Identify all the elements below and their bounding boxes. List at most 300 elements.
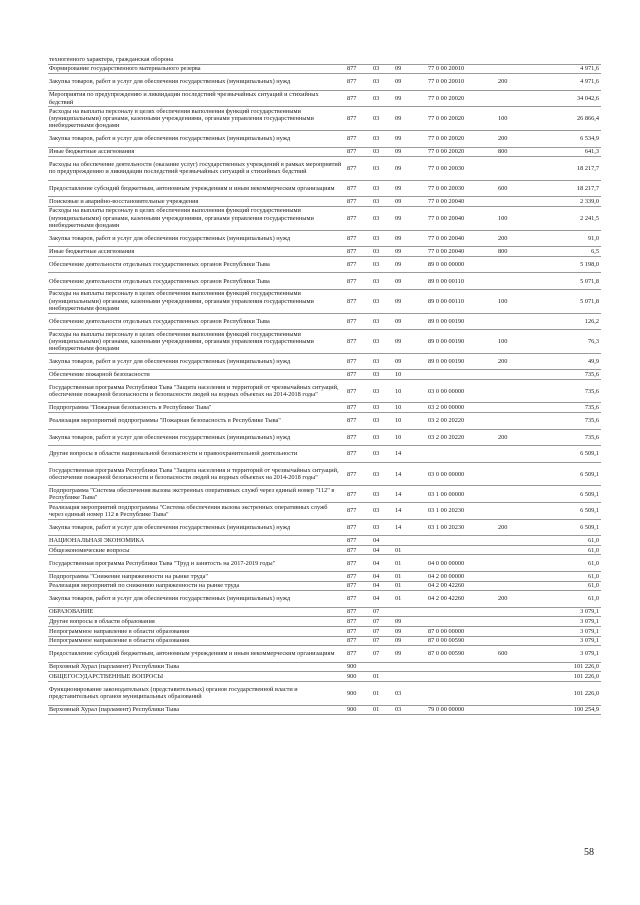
page-number: 58 bbox=[584, 847, 594, 858]
row-ved-cell: 877 bbox=[346, 74, 372, 91]
table-row bbox=[48, 197, 601, 207]
table-row bbox=[48, 90, 601, 107]
row-target-article-cell: 89 0 00 00190 bbox=[427, 313, 497, 330]
row-sum-cell: 49,9 bbox=[537, 353, 601, 370]
row-subsection-cell: 14 bbox=[394, 486, 427, 503]
row-section-cell: 04 bbox=[372, 536, 394, 546]
row-sum-cell: 3 079,1 bbox=[537, 617, 601, 627]
row-name-cell: Иные бюджетные ассигнования bbox=[48, 147, 346, 157]
row-ved-cell: 877 bbox=[346, 353, 372, 370]
table-row bbox=[48, 486, 601, 503]
row-sum-cell: 61,0 bbox=[537, 555, 601, 572]
row-target-article-cell bbox=[427, 672, 497, 682]
row-expense-type-cell: 200 bbox=[497, 130, 537, 147]
row-sum-cell: 4 971,6 bbox=[537, 64, 601, 74]
row-target-article-cell bbox=[427, 55, 497, 64]
row-name-cell: Обеспечение деятельности отдельных государственных органов Республики Тыва bbox=[48, 313, 346, 330]
row-sum-cell: 6 509,1 bbox=[537, 462, 601, 486]
row-name-cell: Верховный Хурал (парламент) Республики Тыва bbox=[48, 705, 346, 715]
table-row bbox=[48, 591, 601, 608]
row-sum-cell: 3 079,1 bbox=[537, 626, 601, 636]
row-subsection-cell: 09 bbox=[394, 330, 427, 354]
table-row bbox=[48, 107, 601, 131]
row-ved-cell: 877 bbox=[346, 64, 372, 74]
row-name-cell: Обеспечение пожарной безопасности bbox=[48, 370, 346, 380]
row-expense-type-cell bbox=[497, 662, 537, 672]
row-subsection-cell: 01 bbox=[394, 572, 427, 582]
table-row bbox=[48, 672, 601, 682]
table-row bbox=[48, 180, 601, 197]
table-row bbox=[48, 462, 601, 486]
row-name-cell: Предоставление субсидий бюджетным, автономным учреждениям и иным некоммерческим организациям bbox=[48, 180, 346, 197]
row-ved-cell: 877 bbox=[346, 379, 372, 403]
row-subsection-cell bbox=[394, 55, 427, 64]
row-ved-cell: 877 bbox=[346, 581, 372, 591]
row-target-article-cell: 77 0 00 20020 bbox=[427, 147, 497, 157]
table-row bbox=[48, 370, 601, 380]
row-section-cell: 03 bbox=[372, 256, 394, 273]
row-name-cell: Непрограммное направление в области образования bbox=[48, 636, 346, 646]
row-name-cell: Закупка товаров, работ и услуг для обеспечения государственных (муниципальных) нужд bbox=[48, 429, 346, 446]
budget-table bbox=[48, 55, 601, 715]
row-ved-cell: 877 bbox=[346, 646, 372, 663]
row-section-cell: 03 bbox=[372, 413, 394, 430]
row-section-cell: 03 bbox=[372, 107, 394, 131]
row-target-article-cell bbox=[427, 617, 497, 627]
row-subsection-cell: 09 bbox=[394, 90, 427, 107]
row-expense-type-cell bbox=[497, 572, 537, 582]
row-expense-type-cell bbox=[497, 636, 537, 646]
table-row bbox=[48, 545, 601, 555]
row-expense-type-cell: 200 bbox=[497, 429, 537, 446]
row-ved-cell: 877 bbox=[346, 247, 372, 257]
row-name-cell: Подпрограмма "Пожарная безопасность в Республике Тыва" bbox=[48, 403, 346, 413]
row-target-article-cell: 03 0 00 00000 bbox=[427, 462, 497, 486]
row-target-article-cell: 04 2 00 42260 bbox=[427, 581, 497, 591]
row-name-cell: Поисковые и аварийно-восстановительные учреждения bbox=[48, 197, 346, 207]
row-name-cell: Другие вопросы в области образования bbox=[48, 617, 346, 627]
row-target-article-cell: 89 0 00 00190 bbox=[427, 330, 497, 354]
row-expense-type-cell bbox=[497, 555, 537, 572]
row-ved-cell: 877 bbox=[346, 197, 372, 207]
row-section-cell: 07 bbox=[372, 617, 394, 627]
row-section-cell: 04 bbox=[372, 572, 394, 582]
row-target-article-cell bbox=[427, 370, 497, 380]
row-expense-type-cell bbox=[497, 462, 537, 486]
row-section-cell: 04 bbox=[372, 591, 394, 608]
row-subsection-cell: 01 bbox=[394, 545, 427, 555]
row-subsection-cell: 09 bbox=[394, 626, 427, 636]
row-section-cell: 01 bbox=[372, 705, 394, 715]
row-target-article-cell bbox=[427, 681, 497, 705]
table-row bbox=[48, 273, 601, 290]
table-row bbox=[48, 681, 601, 705]
row-section-cell: 01 bbox=[372, 681, 394, 705]
row-section-cell: 03 bbox=[372, 313, 394, 330]
table-row bbox=[48, 413, 601, 430]
row-subsection-cell: 09 bbox=[394, 147, 427, 157]
row-ved-cell: 900 bbox=[346, 705, 372, 715]
row-sum-cell: 6 509,1 bbox=[537, 503, 601, 520]
row-expense-type-cell bbox=[497, 545, 537, 555]
row-ved-cell: 877 bbox=[346, 147, 372, 157]
row-ved-cell: 900 bbox=[346, 672, 372, 682]
row-ved-cell: 877 bbox=[346, 157, 372, 181]
row-sum-cell: 5 198,0 bbox=[537, 256, 601, 273]
row-sum-cell: 61,0 bbox=[537, 591, 601, 608]
row-name-cell: Расходы на выплаты персоналу в целях обеспечения выполнения функций государственными (муниципальными) органами, казенными учреждениями, органами управления государственными внебюджетными фондами bbox=[48, 330, 346, 354]
row-expense-type-cell: 200 bbox=[497, 230, 537, 247]
row-subsection-cell: 09 bbox=[394, 157, 427, 181]
row-section-cell: 03 bbox=[372, 330, 394, 354]
row-section-cell: 07 bbox=[372, 646, 394, 663]
row-section-cell: 03 bbox=[372, 519, 394, 536]
row-target-article-cell: 77 0 00 20040 bbox=[427, 247, 497, 257]
row-expense-type-cell bbox=[497, 486, 537, 503]
table-row bbox=[48, 607, 601, 617]
row-subsection-cell: 09 bbox=[394, 256, 427, 273]
row-ved-cell: 877 bbox=[346, 636, 372, 646]
row-ved-cell: 877 bbox=[346, 626, 372, 636]
row-subsection-cell bbox=[394, 536, 427, 546]
row-subsection-cell bbox=[394, 607, 427, 617]
row-name-cell: Расходы на выплаты персоналу в целях обеспечения выполнения функций государственными (муниципальными) органами, казенными учреждениями, органами управления государственными внебюджетными фондами bbox=[48, 289, 346, 313]
row-expense-type-cell bbox=[497, 370, 537, 380]
row-sum-cell: 3 079,1 bbox=[537, 646, 601, 663]
row-name-cell: НАЦИОНАЛЬНАЯ ЭКОНОМИКА bbox=[48, 536, 346, 546]
row-section-cell: 03 bbox=[372, 273, 394, 290]
row-expense-type-cell bbox=[497, 256, 537, 273]
table-row bbox=[48, 130, 601, 147]
table-row bbox=[48, 74, 601, 91]
row-subsection-cell bbox=[394, 662, 427, 672]
row-name-cell: Обеспечение деятельности отдельных государственных органов Республики Тыва bbox=[48, 273, 346, 290]
row-section-cell: 03 bbox=[372, 197, 394, 207]
row-sum-cell: 735,6 bbox=[537, 403, 601, 413]
row-subsection-cell: 09 bbox=[394, 247, 427, 257]
row-section-cell: 03 bbox=[372, 446, 394, 463]
row-target-article-cell: 87 0 00 00590 bbox=[427, 636, 497, 646]
row-expense-type-cell: 100 bbox=[497, 107, 537, 131]
row-section-cell: 03 bbox=[372, 130, 394, 147]
row-subsection-cell: 09 bbox=[394, 646, 427, 663]
table-row bbox=[48, 519, 601, 536]
row-subsection-cell bbox=[394, 672, 427, 682]
row-section-cell: 04 bbox=[372, 555, 394, 572]
row-expense-type-cell bbox=[497, 581, 537, 591]
row-ved-cell: 877 bbox=[346, 617, 372, 627]
row-target-article-cell: 89 0 00 00000 bbox=[427, 256, 497, 273]
row-target-article-cell: 03 1 00 20230 bbox=[427, 519, 497, 536]
row-expense-type-cell bbox=[497, 536, 537, 546]
row-section-cell: 03 bbox=[372, 503, 394, 520]
row-target-article-cell: 77 0 00 20020 bbox=[427, 90, 497, 107]
row-name-cell: Закупка товаров, работ и услуг для обеспечения государственных (муниципальных) нужд bbox=[48, 591, 346, 608]
row-subsection-cell: 03 bbox=[394, 681, 427, 705]
row-subsection-cell: 09 bbox=[394, 74, 427, 91]
row-name-cell: Закупка товаров, работ и услуг для обеспечения государственных (муниципальных) нужд bbox=[48, 230, 346, 247]
row-target-article-cell: 03 0 00 00000 bbox=[427, 379, 497, 403]
row-target-article-cell: 79 0 00 00000 bbox=[427, 705, 497, 715]
row-name-cell: Расходы на выплаты персоналу в целях обеспечения выполнения функций государственными (муниципальными) органами, казенными учреждениями, органами управления государственными внебюджетными фондами bbox=[48, 107, 346, 131]
table-row bbox=[48, 55, 601, 64]
row-ved-cell: 877 bbox=[346, 256, 372, 273]
row-target-article-cell: 04 2 00 00000 bbox=[427, 572, 497, 582]
table-row bbox=[48, 705, 601, 715]
table-row bbox=[48, 555, 601, 572]
row-sum-cell: 3 079,1 bbox=[537, 636, 601, 646]
row-ved-cell bbox=[346, 55, 372, 64]
row-ved-cell: 877 bbox=[346, 545, 372, 555]
row-expense-type-cell bbox=[497, 64, 537, 74]
table-row bbox=[48, 289, 601, 313]
row-subsection-cell: 09 bbox=[394, 197, 427, 207]
row-expense-type-cell bbox=[497, 607, 537, 617]
row-section-cell: 07 bbox=[372, 636, 394, 646]
row-name-cell: Государственная программа Республики Тыва "Труд и занятость на 2017-2019 годы" bbox=[48, 555, 346, 572]
row-name-cell: Государственная программа Республики Тыва "Защита населения и территорий от чрезвычайных ситуаций, обеспечение пожарной безопасности и безопасности людей на водных объектах на 2014-2018 годы" bbox=[48, 462, 346, 486]
row-section-cell: 03 bbox=[372, 486, 394, 503]
row-expense-type-cell: 600 bbox=[497, 180, 537, 197]
row-sum-cell: 641,3 bbox=[537, 147, 601, 157]
row-section-cell: 03 bbox=[372, 147, 394, 157]
row-sum-cell: 735,6 bbox=[537, 379, 601, 403]
row-subsection-cell: 01 bbox=[394, 581, 427, 591]
row-section-cell: 03 bbox=[372, 230, 394, 247]
row-name-cell: Государственная программа Республики Тыва "Защита населения и территорий от чрезвычайных ситуаций, обеспечение пожарной безопасности и безопасности людей на водных объектах на 2014-2018 годы" bbox=[48, 379, 346, 403]
row-subsection-cell: 14 bbox=[394, 462, 427, 486]
row-target-article-cell: 77 0 00 20040 bbox=[427, 197, 497, 207]
row-name-cell: Другие вопросы в области национальной безопасности и правоохранительной деятельности bbox=[48, 446, 346, 463]
row-target-article-cell: 77 0 00 20010 bbox=[427, 74, 497, 91]
row-ved-cell: 877 bbox=[346, 462, 372, 486]
row-target-article-cell: 77 0 00 20010 bbox=[427, 64, 497, 74]
row-name-cell: Расходы на обеспечение деятельности (оказание услуг) государственных учреждений в рамках мероприятий по предупреждению и ликвидации последствий чрезвычайных ситуаций и стихийных бедствий bbox=[48, 157, 346, 181]
row-expense-type-cell: 200 bbox=[497, 591, 537, 608]
row-expense-type-cell bbox=[497, 617, 537, 627]
row-ved-cell: 877 bbox=[346, 519, 372, 536]
row-target-article-cell: 03 1 00 00000 bbox=[427, 486, 497, 503]
row-subsection-cell: 10 bbox=[394, 413, 427, 430]
row-expense-type-cell: 100 bbox=[497, 330, 537, 354]
row-expense-type-cell: 600 bbox=[497, 646, 537, 663]
row-ved-cell: 877 bbox=[346, 180, 372, 197]
table-row bbox=[48, 230, 601, 247]
row-target-article-cell bbox=[427, 545, 497, 555]
row-ved-cell: 877 bbox=[346, 206, 372, 230]
row-subsection-cell: 09 bbox=[394, 230, 427, 247]
row-expense-type-cell bbox=[497, 626, 537, 636]
row-ved-cell: 877 bbox=[346, 607, 372, 617]
table-row bbox=[48, 313, 601, 330]
row-target-article-cell: 04 2 00 42260 bbox=[427, 591, 497, 608]
row-subsection-cell: 09 bbox=[394, 636, 427, 646]
row-subsection-cell: 09 bbox=[394, 289, 427, 313]
row-expense-type-cell bbox=[497, 273, 537, 290]
row-ved-cell: 900 bbox=[346, 681, 372, 705]
row-ved-cell: 877 bbox=[346, 107, 372, 131]
row-ved-cell: 877 bbox=[346, 130, 372, 147]
row-subsection-cell: 09 bbox=[394, 313, 427, 330]
row-sum-cell: 735,6 bbox=[537, 413, 601, 430]
row-subsection-cell: 03 bbox=[394, 705, 427, 715]
row-name-cell: Закупка товаров, работ и услуг для обеспечения государственных (муниципальных) нужд bbox=[48, 130, 346, 147]
row-sum-cell: 61,0 bbox=[537, 572, 601, 582]
table-row bbox=[48, 247, 601, 257]
row-sum-cell: 18 217,7 bbox=[537, 157, 601, 181]
row-name-cell: Общеэкономические вопросы bbox=[48, 545, 346, 555]
table-row bbox=[48, 379, 601, 403]
row-sum-cell: 735,6 bbox=[537, 429, 601, 446]
row-expense-type-cell bbox=[497, 157, 537, 181]
row-sum-cell: 61,0 bbox=[537, 536, 601, 546]
row-sum-cell: 6,5 bbox=[537, 247, 601, 257]
row-name-cell: Расходы на выплаты персоналу в целях обеспечения выполнения функций государственными (муниципальными) органами, казенными учреждениями, органами управления государственными внебюджетными фондами bbox=[48, 206, 346, 230]
row-section-cell: 01 bbox=[372, 672, 394, 682]
table-row bbox=[48, 157, 601, 181]
row-sum-cell: 126,2 bbox=[537, 313, 601, 330]
row-sum-cell bbox=[537, 55, 601, 64]
row-expense-type-cell: 100 bbox=[497, 206, 537, 230]
row-target-article-cell: 77 0 00 20020 bbox=[427, 130, 497, 147]
table-row bbox=[48, 646, 601, 663]
row-name-cell: Функционирование законодательных (представительных) органов государственной власти и представительных органов муниципальных образований bbox=[48, 681, 346, 705]
row-section-cell: 03 bbox=[372, 403, 394, 413]
row-target-article-cell: 89 0 00 00110 bbox=[427, 289, 497, 313]
row-section-cell: 03 bbox=[372, 180, 394, 197]
row-sum-cell: 101 226,0 bbox=[537, 672, 601, 682]
table-row bbox=[48, 147, 601, 157]
table-row bbox=[48, 403, 601, 413]
row-target-article-cell: 77 0 00 20030 bbox=[427, 157, 497, 181]
row-name-cell: Непрограммное направление в области образования bbox=[48, 626, 346, 636]
row-expense-type-cell: 200 bbox=[497, 519, 537, 536]
row-section-cell: 03 bbox=[372, 74, 394, 91]
table-row bbox=[48, 353, 601, 370]
row-sum-cell: 100 254,9 bbox=[537, 705, 601, 715]
row-sum-cell: 6 509,1 bbox=[537, 446, 601, 463]
row-ved-cell: 877 bbox=[346, 429, 372, 446]
row-sum-cell: 61,0 bbox=[537, 545, 601, 555]
row-ved-cell: 877 bbox=[346, 591, 372, 608]
row-section-cell: 03 bbox=[372, 90, 394, 107]
row-sum-cell: 61,0 bbox=[537, 581, 601, 591]
table-row bbox=[48, 503, 601, 520]
row-name-cell: техногенного характера, гражданская оборона bbox=[48, 55, 346, 64]
row-target-article-cell: 89 0 00 00190 bbox=[427, 353, 497, 370]
row-subsection-cell: 14 bbox=[394, 519, 427, 536]
row-sum-cell: 6 509,1 bbox=[537, 486, 601, 503]
row-section-cell: 04 bbox=[372, 545, 394, 555]
row-section-cell bbox=[372, 55, 394, 64]
row-ved-cell: 877 bbox=[346, 555, 372, 572]
row-section-cell: 03 bbox=[372, 379, 394, 403]
row-expense-type-cell bbox=[497, 55, 537, 64]
row-section-cell: 07 bbox=[372, 607, 394, 617]
row-subsection-cell: 14 bbox=[394, 446, 427, 463]
row-sum-cell: 26 866,4 bbox=[537, 107, 601, 131]
row-subsection-cell: 09 bbox=[394, 273, 427, 290]
row-section-cell: 03 bbox=[372, 157, 394, 181]
row-ved-cell: 900 bbox=[346, 662, 372, 672]
row-target-article-cell: 87 0 00 00590 bbox=[427, 646, 497, 663]
row-name-cell: ОБРАЗОВАНИЕ bbox=[48, 607, 346, 617]
table-row bbox=[48, 256, 601, 273]
row-section-cell: 03 bbox=[372, 429, 394, 446]
row-subsection-cell: 10 bbox=[394, 403, 427, 413]
row-sum-cell: 5 071,8 bbox=[537, 273, 601, 290]
row-target-article-cell: 04 0 00 00000 bbox=[427, 555, 497, 572]
row-ved-cell: 877 bbox=[346, 289, 372, 313]
row-name-cell: Закупка товаров, работ и услуг для обеспечения государственных (муниципальных) нужд bbox=[48, 353, 346, 370]
row-name-cell: Формирование государственного материального резерва bbox=[48, 64, 346, 74]
row-sum-cell: 4 971,6 bbox=[537, 74, 601, 91]
row-section-cell: 07 bbox=[372, 626, 394, 636]
table-row bbox=[48, 206, 601, 230]
row-target-article-cell: 77 0 00 20030 bbox=[427, 180, 497, 197]
row-section-cell: 03 bbox=[372, 462, 394, 486]
row-name-cell: Иные бюджетные ассигнования bbox=[48, 247, 346, 257]
row-target-article-cell: 03 2 00 00000 bbox=[427, 403, 497, 413]
row-expense-type-cell bbox=[497, 446, 537, 463]
row-section-cell: 03 bbox=[372, 206, 394, 230]
row-expense-type-cell bbox=[497, 90, 537, 107]
row-name-cell: ОБЩЕГОСУДАРСТВЕННЫЕ ВОПРОСЫ bbox=[48, 672, 346, 682]
row-ved-cell: 877 bbox=[346, 536, 372, 546]
row-target-article-cell: 03 2 00 20220 bbox=[427, 429, 497, 446]
table-row bbox=[48, 636, 601, 646]
row-target-article-cell bbox=[427, 662, 497, 672]
row-expense-type-cell bbox=[497, 672, 537, 682]
row-sum-cell: 2 339,0 bbox=[537, 197, 601, 207]
row-target-article-cell: 77 0 00 20020 bbox=[427, 107, 497, 131]
row-sum-cell: 6 509,1 bbox=[537, 519, 601, 536]
row-sum-cell: 101 226,0 bbox=[537, 662, 601, 672]
row-subsection-cell: 09 bbox=[394, 180, 427, 197]
row-expense-type-cell bbox=[497, 379, 537, 403]
row-sum-cell: 6 534,9 bbox=[537, 130, 601, 147]
row-subsection-cell: 10 bbox=[394, 370, 427, 380]
row-subsection-cell: 09 bbox=[394, 64, 427, 74]
row-name-cell: Реализация мероприятий подпрограммы "Пожарная безопасность в Республике Тыва" bbox=[48, 413, 346, 430]
table-row bbox=[48, 626, 601, 636]
table-row bbox=[48, 572, 601, 582]
row-expense-type-cell bbox=[497, 197, 537, 207]
table-row bbox=[48, 662, 601, 672]
row-name-cell: Реализация мероприятий по снижению напряженности на рынке труда bbox=[48, 581, 346, 591]
row-sum-cell: 2 241,5 bbox=[537, 206, 601, 230]
row-section-cell: 04 bbox=[372, 581, 394, 591]
row-section-cell: 03 bbox=[372, 353, 394, 370]
row-name-cell: Подпрограмма "Снижение напряженности на рынке труда" bbox=[48, 572, 346, 582]
row-ved-cell: 877 bbox=[346, 230, 372, 247]
row-ved-cell: 877 bbox=[346, 370, 372, 380]
row-expense-type-cell bbox=[497, 503, 537, 520]
row-section-cell: 03 bbox=[372, 370, 394, 380]
row-ved-cell: 877 bbox=[346, 273, 372, 290]
table-row bbox=[48, 330, 601, 354]
row-subsection-cell: 09 bbox=[394, 130, 427, 147]
row-subsection-cell: 09 bbox=[394, 617, 427, 627]
row-subsection-cell: 01 bbox=[394, 591, 427, 608]
row-name-cell: Обеспечение деятельности отдельных государственных органов Республики Тыва bbox=[48, 256, 346, 273]
row-subsection-cell: 14 bbox=[394, 503, 427, 520]
row-name-cell: Закупка товаров, работ и услуг для обеспечения государственных (муниципальных) нужд bbox=[48, 519, 346, 536]
row-name-cell: Верховный Хурал (парламент) Республики Тыва bbox=[48, 662, 346, 672]
row-name-cell: Реализация мероприятий подпрограммы "Система обеспечения вызова экстренных оперативных служб через единый номер 112 в Республике Тыва" bbox=[48, 503, 346, 520]
row-section-cell: 03 bbox=[372, 289, 394, 313]
table-row bbox=[48, 64, 601, 74]
